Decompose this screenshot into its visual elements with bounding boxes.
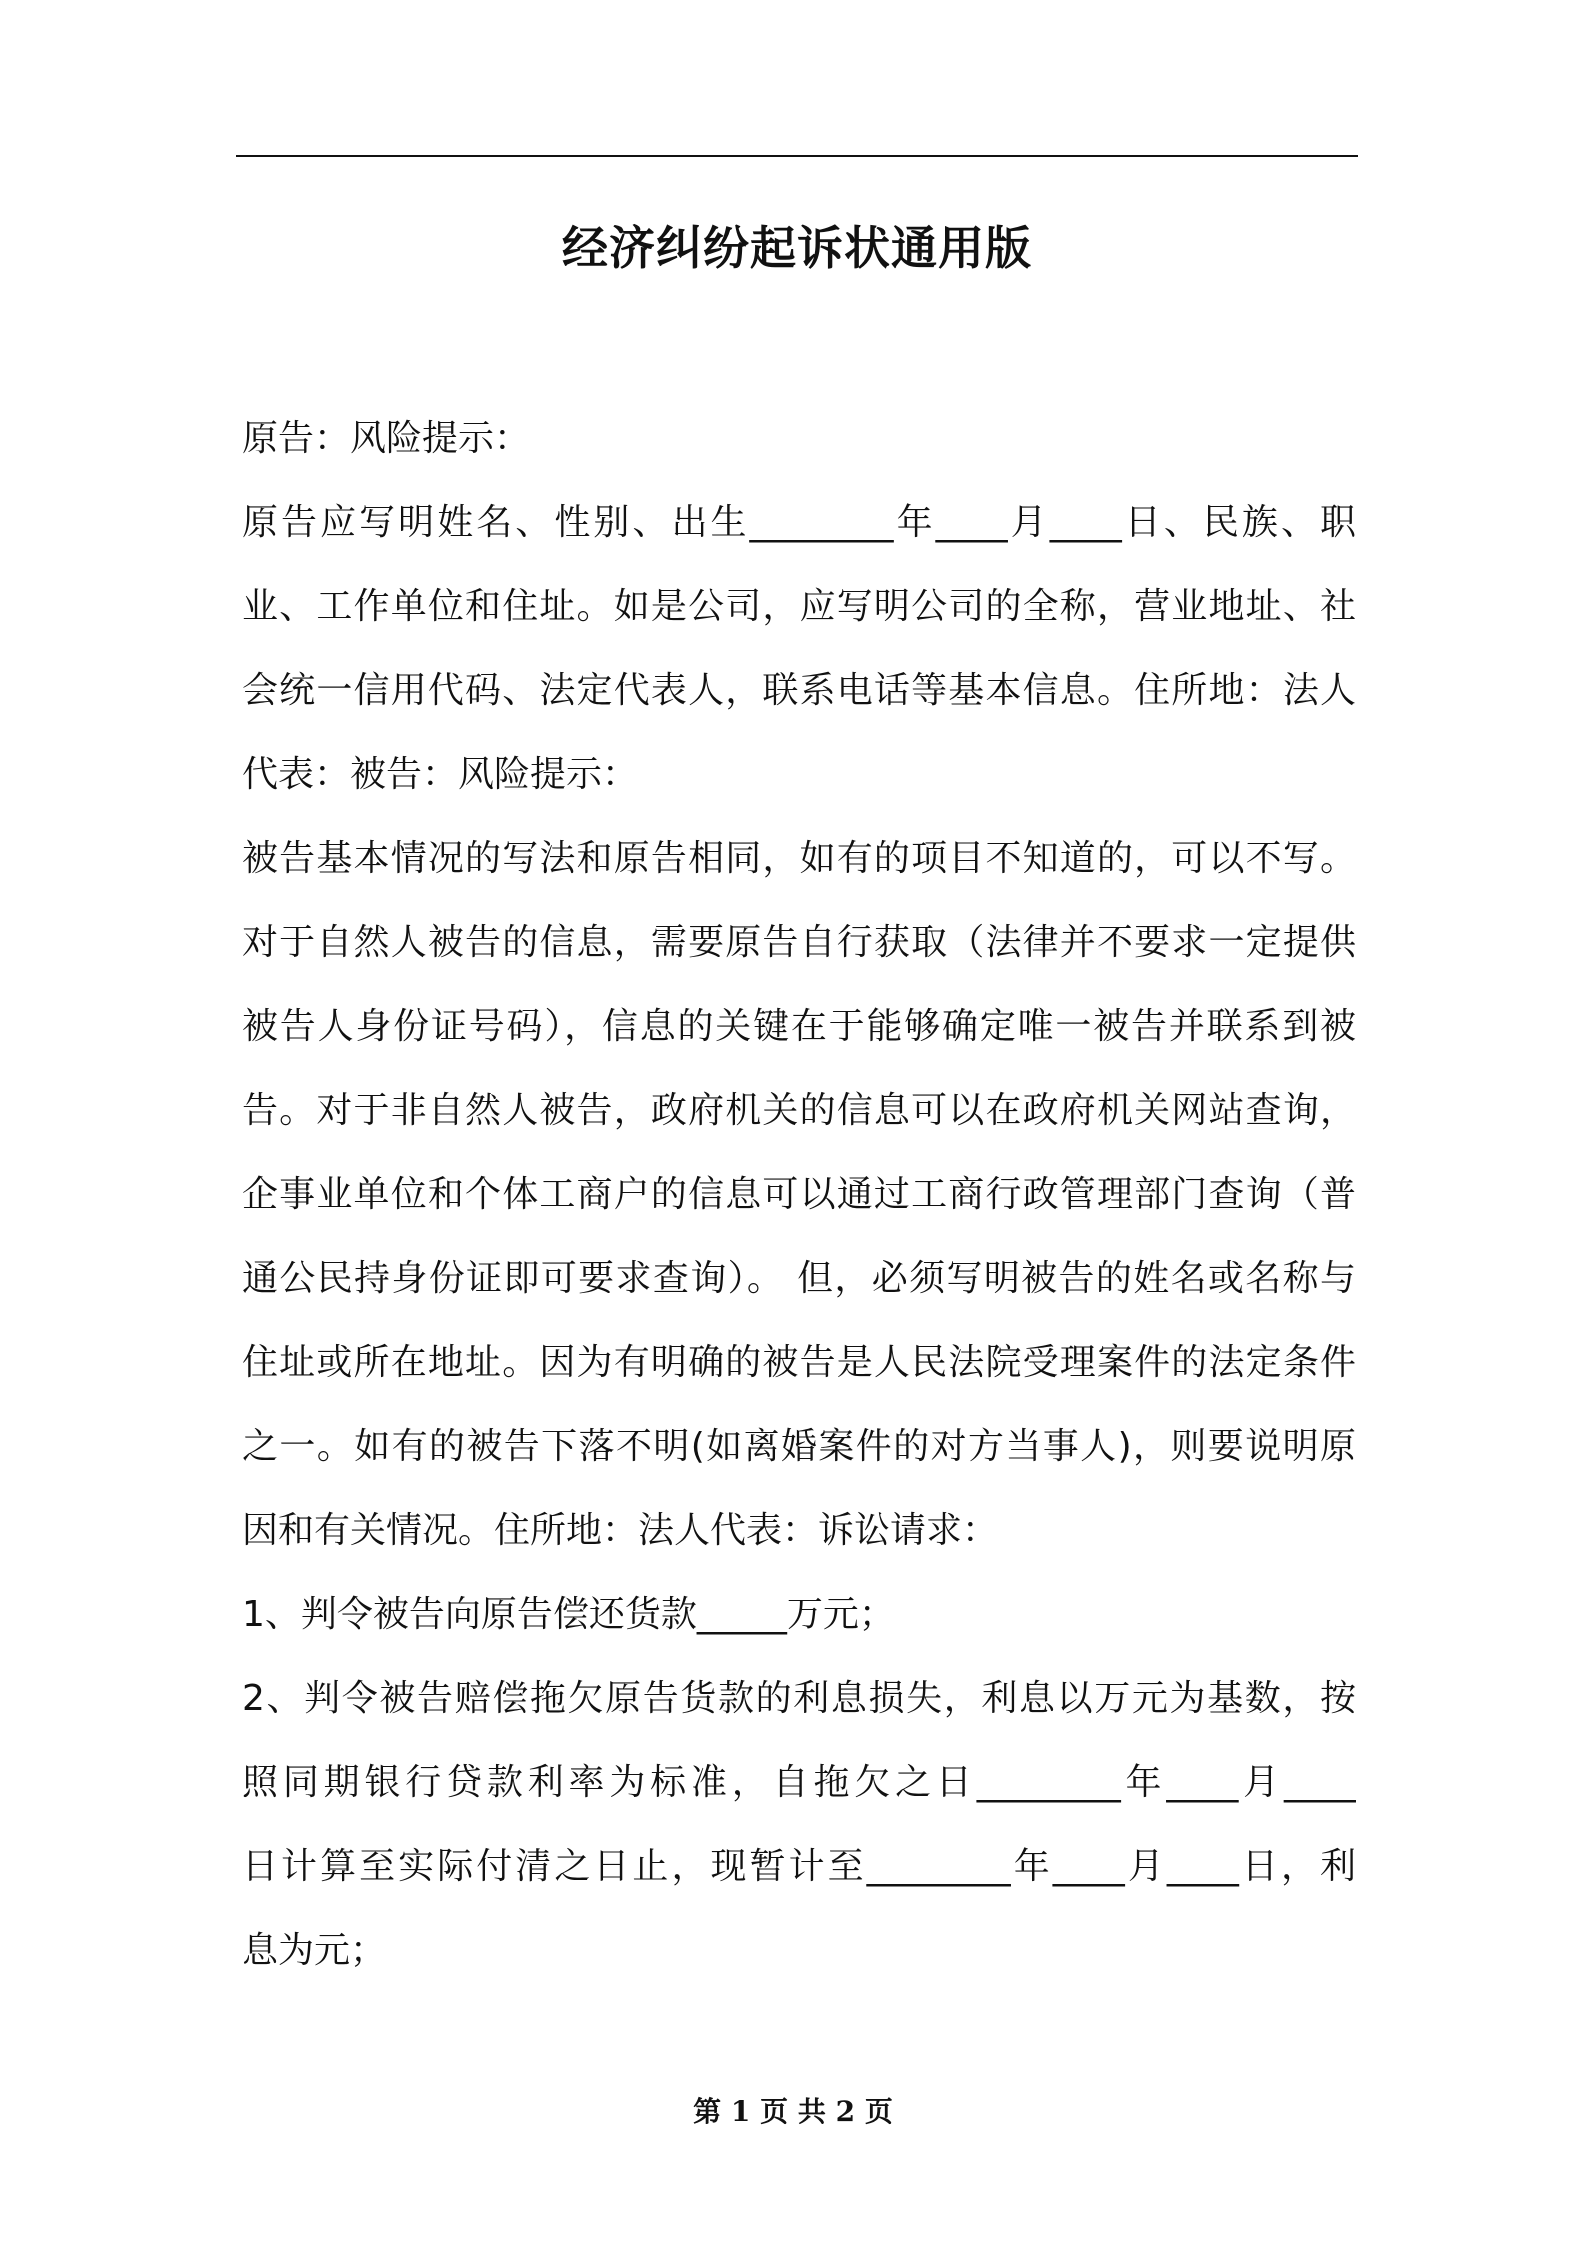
page-number-footer: 第 1 页 共 2 页: [693, 2095, 893, 2128]
body-line: 通公民持身份证即可要求查询）。 但，必须写明被告的姓名或名称与: [242, 1258, 1356, 1299]
body-line: 业、工作单位和住址。如是公司，应写明公司的全称，营业地址、社: [242, 586, 1356, 627]
document-body: [242, 397, 1356, 1993]
body-line: 原告：风险提示：: [242, 418, 531, 459]
document-title: 经济纠纷起诉状通用版: [562, 221, 1032, 275]
body-line: 原告应写明姓名、性别、出生________年____月____日、民族、职: [242, 502, 1356, 543]
body-line: 息为元；: [242, 1930, 387, 1971]
body-line: 对于自然人被告的信息，需要原告自行获取（法律并不要求一定提供: [242, 922, 1356, 963]
body-line: 会统一信用代码、法定代表人，联系电话等基本信息。住所地：法人: [242, 670, 1356, 711]
body-line: 2、判令被告赔偿拖欠原告货款的利息损失，利息以万元为基数，按: [242, 1678, 1356, 1719]
body-line: 告。对于非自然人被告，政府机关的信息可以在政府机关网站查询，: [242, 1090, 1356, 1131]
body-line: 照同期银行贷款利率为标准，自拖欠之日________年____月____: [242, 1762, 1356, 1803]
header-rule: [236, 155, 1358, 157]
body-line: 之一。如有的被告下落不明(如离婚案件的对方当事人)，则要说明原: [242, 1426, 1356, 1467]
body-line: 被告基本情况的写法和原告相同，如有的项目不知道的，可以不写。: [242, 838, 1356, 879]
body-line: 被告人身份证号码），信息的关键在于能够确定唯一被告并联系到被: [242, 1006, 1356, 1047]
body-line: 代表：被告：风险提示：: [242, 754, 639, 795]
body-line: 企事业单位和个体工商户的信息可以通过工商行政管理部门查询（普: [242, 1174, 1356, 1215]
body-line: 日计算至实际付清之日止，现暂计至________年____月____日，利: [242, 1846, 1356, 1887]
body-line: 因和有关情况。住所地：法人代表：诉讼请求：: [242, 1510, 999, 1551]
body-line: 住址或所在地址。因为有明确的被告是人民法院受理案件的法定条件: [242, 1342, 1356, 1383]
body-line: 1、判令被告向原告偿还货款_____万元；: [242, 1594, 895, 1635]
